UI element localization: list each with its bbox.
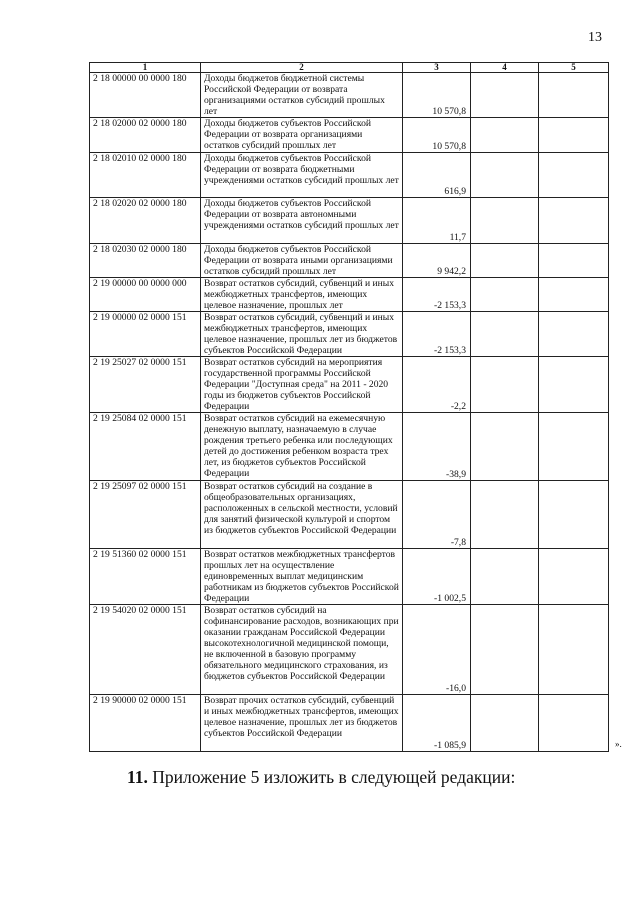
empty-cell bbox=[471, 244, 539, 278]
table-row bbox=[90, 73, 609, 118]
section-heading bbox=[127, 767, 515, 788]
table-row bbox=[90, 413, 609, 481]
table-row bbox=[90, 481, 609, 549]
table-row bbox=[90, 118, 609, 153]
income-amount: 11,7 bbox=[403, 198, 471, 244]
income-description: Доходы бюджетов субъектов Российской Федерации от возврата иными организациями остатков субсидий прошлых лет bbox=[201, 244, 403, 278]
empty-cell bbox=[539, 312, 609, 357]
table-row bbox=[90, 153, 609, 198]
income-amount: -2 153,3 bbox=[403, 312, 471, 357]
income-code: 2 18 02010 02 0000 180 bbox=[90, 153, 201, 198]
income-description: Возврат остатков межбюджетных трансфертов прошлых лет на осуществление единовременных выплат медицинским работникам из бюджетов субъектов Российской Федерации bbox=[201, 549, 403, 605]
income-amount: -1 085,9 bbox=[403, 695, 471, 752]
income-code: 2 19 25097 02 0000 151 bbox=[90, 481, 201, 549]
closing-quote: ». bbox=[615, 739, 622, 749]
table-row bbox=[90, 549, 609, 605]
income-amount: 9 942,2 bbox=[403, 244, 471, 278]
empty-cell bbox=[471, 278, 539, 312]
income-code: 2 19 54020 02 0000 151 bbox=[90, 605, 201, 695]
table-row bbox=[90, 312, 609, 357]
empty-cell bbox=[539, 278, 609, 312]
income-description: Доходы бюджетов субъектов Российской Федерации от возврата автономными учреждениями остатков субсидий прошлых лет bbox=[201, 198, 403, 244]
empty-cell bbox=[539, 481, 609, 549]
income-description: Доходы бюджетов бюджетной системы Российской Федерации от возврата организациями остатков субсидий прошлых лет bbox=[201, 73, 403, 118]
empty-cell bbox=[539, 413, 609, 481]
income-description: Возврат остатков субсидий на софинансирование расходов, возникающих при оказании гражданам Российской Федерации высокотехнологичной медицинской помощи, не включенной в базовую программу обязательного медицинского страхования, из бюджетов субъектов Российской Федерации bbox=[201, 605, 403, 695]
empty-cell bbox=[471, 73, 539, 118]
empty-cell bbox=[471, 118, 539, 153]
income-amount: -16,0 bbox=[403, 605, 471, 695]
income-description: Возврат остатков субсидий на ежемесячную денежную выплату, назначаемую в случае рождения третьего ребенка или последующих детей до достижения ребенком возраста трех лет, из бюджетов субъектов Российской Федерации bbox=[201, 413, 403, 481]
income-code: 2 18 02000 02 0000 180 bbox=[90, 118, 201, 153]
income-amount: 616,9 bbox=[403, 153, 471, 198]
column-header: 1 bbox=[90, 63, 201, 73]
income-amount: -7,8 bbox=[403, 481, 471, 549]
empty-cell bbox=[471, 198, 539, 244]
empty-cell bbox=[539, 118, 609, 153]
income-code: 2 19 00000 00 0000 000 bbox=[90, 278, 201, 312]
empty-cell bbox=[471, 481, 539, 549]
budget-table bbox=[89, 62, 609, 752]
column-header: 2 bbox=[201, 63, 403, 73]
empty-cell bbox=[471, 695, 539, 752]
table-header-row bbox=[90, 63, 609, 73]
column-header: 5 bbox=[539, 63, 609, 73]
empty-cell bbox=[539, 695, 609, 752]
page-number: 13 bbox=[588, 30, 602, 45]
income-description: Доходы бюджетов субъектов Российской Федерации от возврата организациями остатков субсидий прошлых лет bbox=[201, 118, 403, 153]
column-header: 4 bbox=[471, 63, 539, 73]
income-code: 2 19 25027 02 0000 151 bbox=[90, 357, 201, 413]
empty-cell bbox=[539, 605, 609, 695]
income-amount: 10 570,8 bbox=[403, 118, 471, 153]
empty-cell bbox=[539, 198, 609, 244]
table-row bbox=[90, 605, 609, 695]
empty-cell bbox=[539, 153, 609, 198]
table-row bbox=[90, 357, 609, 413]
section-number: 11. bbox=[127, 767, 148, 787]
income-description: Доходы бюджетов субъектов Российской Федерации от возврата бюджетными учреждениями остатков субсидий прошлых лет bbox=[201, 153, 403, 198]
empty-cell bbox=[471, 413, 539, 481]
empty-cell bbox=[471, 605, 539, 695]
section-text: Приложение 5 изложить в следующей редакции: bbox=[152, 767, 516, 787]
empty-cell bbox=[539, 357, 609, 413]
empty-cell bbox=[471, 312, 539, 357]
empty-cell bbox=[471, 153, 539, 198]
income-description: Возврат прочих остатков субсидий, субвенций и иных межбюджетных трансфертов, имеющих целевое назначение, прошлых лет из бюджетов субъектов Российской Федерации bbox=[201, 695, 403, 752]
income-amount: -1 002,5 bbox=[403, 549, 471, 605]
income-code: 2 18 02020 02 0000 180 bbox=[90, 198, 201, 244]
income-code: 2 18 02030 02 0000 180 bbox=[90, 244, 201, 278]
income-code: 2 19 51360 02 0000 151 bbox=[90, 549, 201, 605]
income-description: Возврат остатков субсидий на создание в общеобразовательных организациях, расположенных в сельской местности, условий для занятий физической культурой и спортом из бюджетов субъектов Российской Федерации bbox=[201, 481, 403, 549]
table-row bbox=[90, 278, 609, 312]
empty-cell bbox=[539, 244, 609, 278]
income-description: Возврат остатков субсидий, субвенций и иных межбюджетных трансфертов, имеющих целевое назначение, прошлых лет bbox=[201, 278, 403, 312]
column-header: 3 bbox=[403, 63, 471, 73]
empty-cell bbox=[471, 549, 539, 605]
income-code: 2 18 00000 00 0000 180 bbox=[90, 73, 201, 118]
income-amount: -38,9 bbox=[403, 413, 471, 481]
empty-cell bbox=[471, 357, 539, 413]
table-row bbox=[90, 198, 609, 244]
empty-cell bbox=[539, 549, 609, 605]
table-row bbox=[90, 695, 609, 752]
income-description: Возврат остатков субсидий на мероприятия государственной программы Российской Федерации "Доступная среда" на 2011 - 2020 годы из бюджетов субъектов Российской Федерации bbox=[201, 357, 403, 413]
income-description: Возврат остатков субсидий, субвенций и иных межбюджетных трансфертов, имеющих целевое назначение, прошлых лет из бюджетов субъектов Российской Федерации bbox=[201, 312, 403, 357]
income-amount: -2,2 bbox=[403, 357, 471, 413]
income-amount: -2 153,3 bbox=[403, 278, 471, 312]
income-code: 2 19 00000 02 0000 151 bbox=[90, 312, 201, 357]
income-code: 2 19 90000 02 0000 151 bbox=[90, 695, 201, 752]
empty-cell bbox=[539, 73, 609, 118]
income-code: 2 19 25084 02 0000 151 bbox=[90, 413, 201, 481]
income-amount: 10 570,8 bbox=[403, 73, 471, 118]
table-row bbox=[90, 244, 609, 278]
